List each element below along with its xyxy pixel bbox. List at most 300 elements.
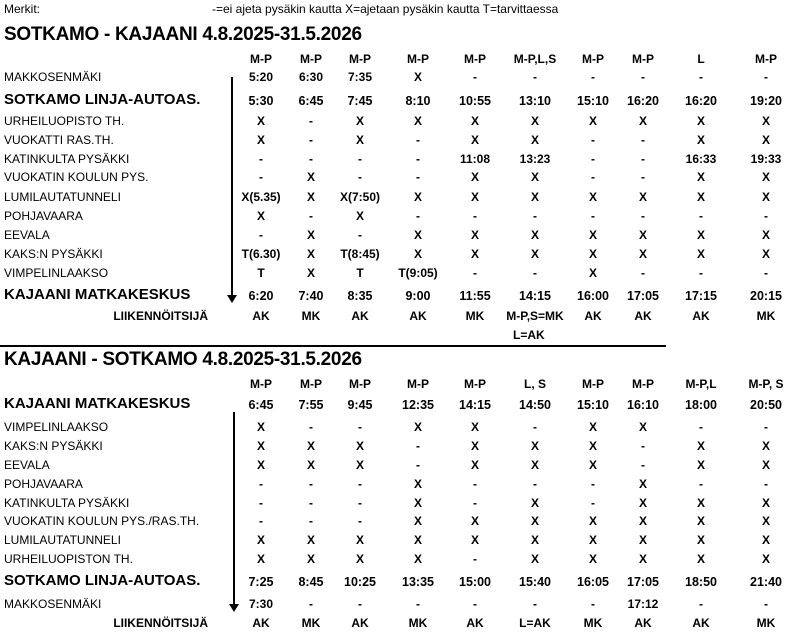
time-cell: X xyxy=(638,247,648,261)
time-cell: 10:25 xyxy=(344,575,376,589)
time-cell: X xyxy=(761,190,771,204)
time-cell: 9:00 xyxy=(405,289,431,303)
time-cell: - xyxy=(259,152,263,166)
time-cell: X xyxy=(256,533,266,547)
time-cell: 5:20 xyxy=(248,70,274,84)
time-cell: - xyxy=(473,209,477,223)
time-cell: X xyxy=(761,552,771,566)
time-cell: X xyxy=(256,133,266,147)
time-cell: X xyxy=(306,190,316,204)
time-cell: 13:35 xyxy=(402,575,434,589)
time-cell: X xyxy=(761,133,771,147)
time-cell: - xyxy=(699,477,703,491)
time-cell: X xyxy=(638,496,648,510)
time-cell: - xyxy=(641,133,645,147)
time-cell: X xyxy=(470,514,480,528)
time-cell: - xyxy=(641,439,645,453)
time-cell: X xyxy=(306,266,316,280)
legend-label: Merkit: xyxy=(4,2,40,16)
time-cell: 15:00 xyxy=(459,575,491,589)
operator-cell: AK xyxy=(634,616,652,630)
time-cell: 11:55 xyxy=(459,289,491,303)
time-cell: 19:20 xyxy=(750,94,782,108)
time-cell: 11:08 xyxy=(459,152,491,166)
time-cell: 7:35 xyxy=(347,70,373,84)
day-header: M-P xyxy=(250,52,272,66)
time-cell: 7:25 xyxy=(248,575,274,589)
time-cell: X xyxy=(761,514,771,528)
time-cell: - xyxy=(358,170,362,184)
stop-name: LUMILAUTATUNNELI xyxy=(4,533,121,547)
time-cell: - xyxy=(591,209,595,223)
time-cell: - xyxy=(309,597,313,611)
operator-cell: MK xyxy=(301,309,321,323)
time-cell: 6:20 xyxy=(248,289,274,303)
time-cell: T xyxy=(356,266,364,280)
time-cell: - xyxy=(764,597,768,611)
time-cell: T(6.30) xyxy=(241,247,281,261)
time-cell: - xyxy=(533,597,537,611)
time-cell: X xyxy=(696,170,706,184)
day-header: M-P xyxy=(582,52,604,66)
time-cell: 8:35 xyxy=(347,289,373,303)
time-cell: X xyxy=(761,228,771,242)
time-cell: X xyxy=(588,514,598,528)
time-cell: X xyxy=(696,552,706,566)
time-cell: - xyxy=(259,477,263,491)
time-cell: X xyxy=(355,533,365,547)
day-header: L, S xyxy=(523,377,547,391)
time-cell: - xyxy=(358,228,362,242)
time-cell: T(8:45) xyxy=(340,247,380,261)
day-header: M-P xyxy=(300,52,322,66)
time-cell: - xyxy=(591,152,595,166)
time-cell: X xyxy=(696,496,706,510)
stop-name: KATINKULTA PYSÄKKI xyxy=(4,152,130,166)
day-header: M-P xyxy=(632,377,654,391)
time-cell: 10:55 xyxy=(459,94,491,108)
time-cell: - xyxy=(416,439,420,453)
time-cell: X xyxy=(470,420,480,434)
day-header: L xyxy=(697,52,705,66)
time-cell: 5:30 xyxy=(248,94,274,108)
direction-arrow-line xyxy=(233,412,235,604)
operator-cell: MK xyxy=(465,309,485,323)
time-cell: X xyxy=(530,114,540,128)
time-cell: - xyxy=(641,70,645,84)
time-cell: X xyxy=(355,458,365,472)
time-cell: - xyxy=(591,496,595,510)
time-cell: X xyxy=(696,190,706,204)
time-cell: - xyxy=(358,420,362,434)
timetable-title: SOTKAMO - KAJAANI 4.8.2025-31.5.2026 xyxy=(4,24,362,45)
time-cell: 17:12 xyxy=(627,597,659,611)
time-cell: X xyxy=(530,552,540,566)
time-cell: X xyxy=(588,533,598,547)
time-cell: - xyxy=(699,70,703,84)
operator-cell: AK xyxy=(252,616,270,630)
stop-name: VIMPELINLAAKSO xyxy=(4,420,109,434)
time-cell: X xyxy=(761,439,771,453)
stop-name: SOTKAMO LINJA-AUTOAS. xyxy=(4,572,201,589)
time-cell: X xyxy=(413,552,423,566)
time-cell: - xyxy=(416,597,420,611)
time-cell: 16:33 xyxy=(685,152,717,166)
time-cell: X xyxy=(470,439,480,453)
stop-name: KAJAANI MATKAKESKUS xyxy=(4,395,191,412)
time-cell: 7:40 xyxy=(298,289,324,303)
time-cell: - xyxy=(259,228,263,242)
operator-cell: AK xyxy=(351,616,369,630)
time-cell: 9:45 xyxy=(347,398,373,412)
time-cell: 14:15 xyxy=(519,289,551,303)
day-header: M-P, S xyxy=(748,377,784,391)
time-cell: X xyxy=(588,266,598,280)
time-cell: - xyxy=(358,514,362,528)
time-cell: X xyxy=(530,458,540,472)
stop-name: VUOKATIN KOULUN PYS. xyxy=(4,170,149,184)
time-cell: 16:05 xyxy=(577,575,609,589)
time-cell: X xyxy=(761,533,771,547)
time-cell: X xyxy=(530,496,540,510)
time-cell: X xyxy=(306,228,316,242)
time-cell: - xyxy=(473,477,477,491)
time-cell: - xyxy=(259,514,263,528)
time-cell: - xyxy=(764,209,768,223)
time-cell: 14:15 xyxy=(459,398,491,412)
day-header: M-P xyxy=(464,377,486,391)
time-cell: - xyxy=(764,70,768,84)
time-cell: X xyxy=(355,552,365,566)
time-cell: - xyxy=(591,170,595,184)
legend-text: -=ei ajeta pysäkin kautta X=ajetaan pysäkin kautta T=tarvittaessa xyxy=(212,2,559,16)
time-cell: X xyxy=(588,439,598,453)
time-cell: 16:20 xyxy=(685,94,717,108)
operator-cell: MK xyxy=(583,616,603,630)
day-header: M-P,L,S xyxy=(513,52,557,66)
time-cell: X xyxy=(306,458,316,472)
operator-cell: AK xyxy=(409,309,427,323)
time-cell: X xyxy=(413,247,423,261)
operator-cell: MK xyxy=(408,616,428,630)
time-cell: - xyxy=(358,477,362,491)
time-cell: X xyxy=(470,170,480,184)
stop-name: KAKS:N PYSÄKKI xyxy=(4,439,103,453)
time-cell: 15:10 xyxy=(577,94,609,108)
time-cell: X xyxy=(306,439,316,453)
time-cell: 15:10 xyxy=(577,398,609,412)
time-cell: X xyxy=(470,228,480,242)
time-cell: X xyxy=(470,133,480,147)
stop-name: KAKS:N PYSÄKKI xyxy=(4,247,103,261)
time-cell: X xyxy=(413,190,423,204)
stop-name: POHJAVAARA xyxy=(4,477,83,491)
time-cell: 13:10 xyxy=(519,94,551,108)
time-cell: 6:45 xyxy=(248,398,274,412)
time-cell: 15:40 xyxy=(519,575,551,589)
time-cell: X xyxy=(696,514,706,528)
time-cell: - xyxy=(309,420,313,434)
time-cell: 7:55 xyxy=(298,398,324,412)
operator-cell: AK xyxy=(466,616,484,630)
time-cell: T xyxy=(257,266,265,280)
time-cell: X xyxy=(355,209,365,223)
time-cell: - xyxy=(416,152,420,166)
time-cell: - xyxy=(699,597,703,611)
time-cell: X xyxy=(530,133,540,147)
time-cell: - xyxy=(309,114,313,128)
time-cell: X xyxy=(588,247,598,261)
operator-cell: AK xyxy=(692,309,710,323)
time-cell: - xyxy=(591,70,595,84)
time-cell: X xyxy=(530,514,540,528)
day-header: M-P xyxy=(349,377,371,391)
time-cell: X xyxy=(696,247,706,261)
time-cell: - xyxy=(699,266,703,280)
time-cell: X xyxy=(588,190,598,204)
time-cell: X xyxy=(306,552,316,566)
time-cell: X xyxy=(470,533,480,547)
time-cell: - xyxy=(591,133,595,147)
operator-cell: AK xyxy=(634,309,652,323)
stop-name: MAKKOSENMÄKI xyxy=(4,597,102,611)
stop-name: MAKKOSENMÄKI xyxy=(4,70,102,84)
time-cell: - xyxy=(416,133,420,147)
time-cell: X xyxy=(256,439,266,453)
time-cell: - xyxy=(473,266,477,280)
time-cell: X xyxy=(413,514,423,528)
time-cell: X xyxy=(256,552,266,566)
operator-label: LIIKENNÖITSIJÄ xyxy=(113,309,208,323)
time-cell: - xyxy=(699,420,703,434)
time-cell: - xyxy=(764,477,768,491)
day-header: M-P xyxy=(464,52,486,66)
time-cell: 20:15 xyxy=(750,289,782,303)
stop-name: KAJAANI MATKAKESKUS xyxy=(4,286,191,303)
time-cell: X xyxy=(256,458,266,472)
time-cell: - xyxy=(309,209,313,223)
direction-arrow-icon xyxy=(229,604,239,612)
time-cell: X xyxy=(588,458,598,472)
time-cell: - xyxy=(416,209,420,223)
time-cell: - xyxy=(473,552,477,566)
operator-note: L=AK xyxy=(513,328,545,342)
time-cell: X xyxy=(588,552,598,566)
day-header: M-P xyxy=(582,377,604,391)
time-cell: X xyxy=(696,533,706,547)
stop-name: KATINKULTA PYSÄKKI xyxy=(4,496,130,510)
time-cell: X xyxy=(588,114,598,128)
time-cell: - xyxy=(641,170,645,184)
time-cell: - xyxy=(309,496,313,510)
time-cell: 6:45 xyxy=(298,94,324,108)
time-cell: - xyxy=(699,209,703,223)
time-cell: - xyxy=(473,597,477,611)
day-header: M-P xyxy=(632,52,654,66)
time-cell: 14:50 xyxy=(519,398,551,412)
operator-label: LIIKENNÖITSIJÄ xyxy=(113,616,208,630)
time-cell: X xyxy=(638,477,648,491)
time-cell: X xyxy=(696,439,706,453)
time-cell: X xyxy=(470,458,480,472)
stop-name: POHJAVAARA xyxy=(4,209,83,223)
time-cell: - xyxy=(473,496,477,510)
time-cell: 6:30 xyxy=(298,70,324,84)
time-cell: 21:40 xyxy=(750,575,782,589)
stop-name: VIMPELINLAAKSO xyxy=(4,266,109,280)
time-cell: 8:45 xyxy=(298,575,324,589)
time-cell: X xyxy=(761,170,771,184)
day-header: M-P xyxy=(300,377,322,391)
time-cell: 16:00 xyxy=(577,289,609,303)
operator-cell: AK xyxy=(351,309,369,323)
time-cell: X xyxy=(696,133,706,147)
time-cell: - xyxy=(591,477,595,491)
time-cell: - xyxy=(533,70,537,84)
time-cell: X xyxy=(256,420,266,434)
time-cell: 19:33 xyxy=(750,152,782,166)
time-cell: 8:10 xyxy=(405,94,431,108)
time-cell: X(7:50) xyxy=(339,190,381,204)
time-cell: - xyxy=(641,266,645,280)
time-cell: X xyxy=(306,247,316,261)
time-cell: X xyxy=(413,496,423,510)
time-cell: X xyxy=(696,458,706,472)
time-cell: - xyxy=(764,266,768,280)
time-cell: 17:05 xyxy=(627,575,659,589)
day-header: M-P xyxy=(407,377,429,391)
day-header: M-P,L xyxy=(685,377,717,391)
time-cell: X xyxy=(638,533,648,547)
time-cell: X xyxy=(413,70,423,84)
operator-cell: AK xyxy=(252,309,270,323)
time-cell: 7:30 xyxy=(248,597,274,611)
time-cell: - xyxy=(358,496,362,510)
time-cell: X xyxy=(530,247,540,261)
time-cell: X xyxy=(638,228,648,242)
stop-name: SOTKAMO LINJA-AUTOAS. xyxy=(4,91,201,108)
day-header: M-P xyxy=(349,52,371,66)
time-cell: X xyxy=(256,209,266,223)
operator-cell: MK xyxy=(756,616,776,630)
time-cell: X xyxy=(470,190,480,204)
time-cell: X xyxy=(530,170,540,184)
stop-name: EEVALA xyxy=(4,228,50,242)
time-cell: X xyxy=(638,190,648,204)
stop-name: URHEILUOPISTON TH. xyxy=(4,552,133,566)
time-cell: 7:45 xyxy=(347,94,373,108)
time-cell: T(9:05) xyxy=(398,266,438,280)
time-cell: - xyxy=(416,170,420,184)
time-cell: - xyxy=(309,477,313,491)
time-cell: X xyxy=(413,114,423,128)
time-cell: 17:05 xyxy=(627,289,659,303)
time-cell: - xyxy=(259,496,263,510)
day-header: M-P xyxy=(407,52,429,66)
time-cell: - xyxy=(259,170,263,184)
operator-cell: M-P,S=MK xyxy=(506,309,564,323)
operator-cell: AK xyxy=(692,616,710,630)
operator-cell: L=AK xyxy=(519,616,551,630)
time-cell: X xyxy=(761,496,771,510)
time-cell: X xyxy=(355,133,365,147)
time-cell: X xyxy=(761,247,771,261)
day-header: M-P xyxy=(755,52,777,66)
time-cell: X xyxy=(470,247,480,261)
time-cell: X xyxy=(530,533,540,547)
time-cell: X xyxy=(530,190,540,204)
time-cell: - xyxy=(533,420,537,434)
timetable-title: KAJAANI - SOTKAMO 4.8.2025-31.5.2026 xyxy=(4,349,362,370)
time-cell: 17:15 xyxy=(685,289,717,303)
time-cell: 12:35 xyxy=(402,398,434,412)
stop-name: VUOKATIN KOULUN PYS./RAS.TH. xyxy=(4,514,200,528)
time-cell: X xyxy=(588,420,598,434)
time-cell: X xyxy=(306,533,316,547)
time-cell: - xyxy=(641,458,645,472)
time-cell: 20:50 xyxy=(750,398,782,412)
time-cell: X xyxy=(530,439,540,453)
time-cell: - xyxy=(533,209,537,223)
time-cell: X xyxy=(696,114,706,128)
operator-cell: MK xyxy=(756,309,776,323)
time-cell: X xyxy=(470,114,480,128)
time-cell: X xyxy=(355,439,365,453)
time-cell: - xyxy=(358,152,362,166)
time-cell: 16:10 xyxy=(627,398,659,412)
day-header: M-P xyxy=(250,377,272,391)
time-cell: X xyxy=(355,114,365,128)
time-cell: - xyxy=(641,209,645,223)
time-cell: - xyxy=(591,597,595,611)
time-cell: - xyxy=(533,477,537,491)
time-cell: X xyxy=(530,228,540,242)
time-cell: X(5.35) xyxy=(241,190,281,204)
stop-name: VUOKATTI RAS.TH. xyxy=(4,133,114,147)
time-cell: - xyxy=(764,420,768,434)
time-cell: X xyxy=(413,477,423,491)
time-cell: X xyxy=(413,533,423,547)
time-cell: X xyxy=(306,170,316,184)
time-cell: 18:00 xyxy=(685,398,717,412)
time-cell: X xyxy=(256,114,266,128)
time-cell: X xyxy=(638,514,648,528)
time-cell: - xyxy=(309,133,313,147)
time-cell: - xyxy=(641,152,645,166)
time-cell: X xyxy=(638,114,648,128)
time-cell: - xyxy=(358,597,362,611)
time-cell: - xyxy=(309,514,313,528)
time-cell: - xyxy=(473,70,477,84)
time-cell: X xyxy=(413,228,423,242)
stop-name: URHEILUOPISTO TH. xyxy=(4,114,125,128)
time-cell: X xyxy=(588,228,598,242)
time-cell: 18:50 xyxy=(685,575,717,589)
time-cell: X xyxy=(761,458,771,472)
time-cell: X xyxy=(413,420,423,434)
operator-cell: MK xyxy=(301,616,321,630)
stop-name: EEVALA xyxy=(4,458,50,472)
time-cell: 13:23 xyxy=(519,152,551,166)
time-cell: X xyxy=(761,114,771,128)
time-cell: - xyxy=(533,266,537,280)
time-cell: X xyxy=(696,228,706,242)
time-cell: X xyxy=(638,552,648,566)
time-cell: X xyxy=(638,420,648,434)
stop-name: LUMILAUTATUNNELI xyxy=(4,190,121,204)
time-cell: 16:20 xyxy=(627,94,659,108)
time-cell: - xyxy=(309,152,313,166)
